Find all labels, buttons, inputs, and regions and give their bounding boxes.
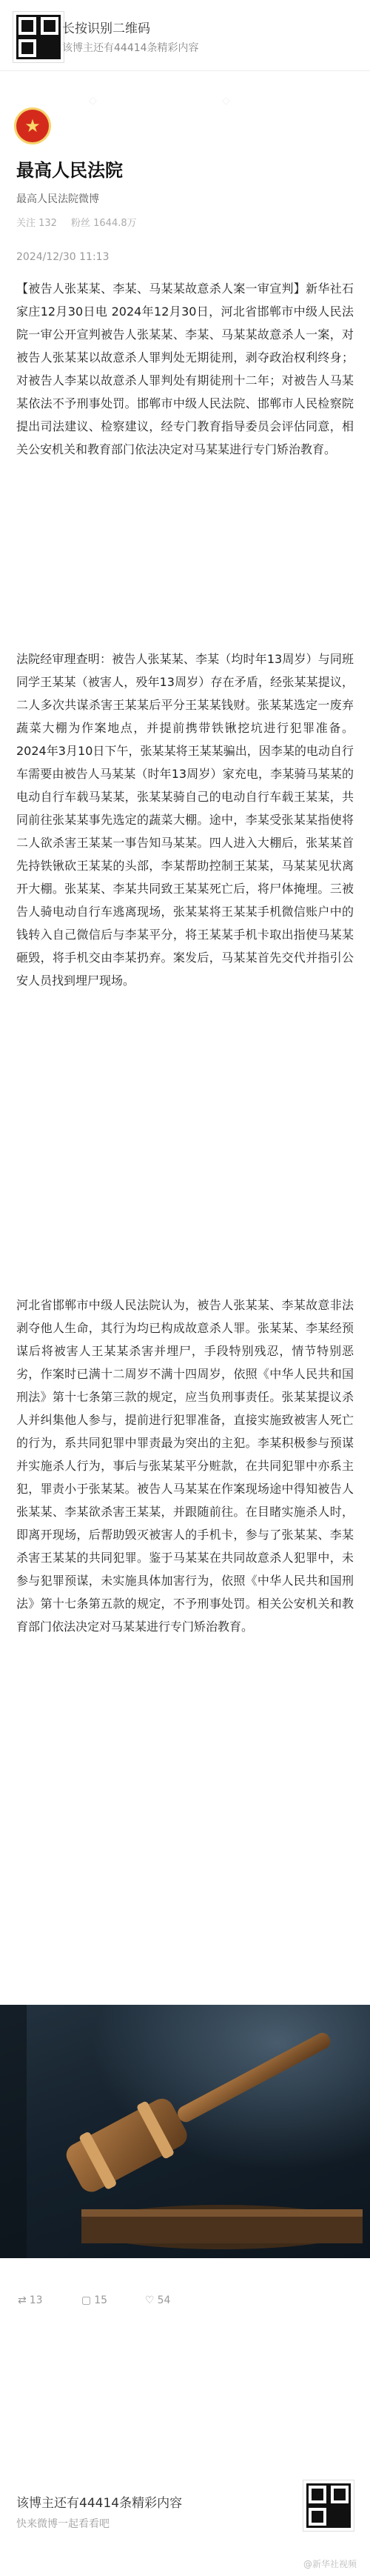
background-watermark: ◇ xyxy=(222,95,230,107)
footer-subtitle: 快来微博一起看看吧 xyxy=(16,2518,110,2530)
account-description: 最高人民法院微博 xyxy=(16,193,99,205)
follow-count: 关注 132 xyxy=(16,218,57,229)
source-watermark: @新华社视频 xyxy=(303,2559,357,2569)
top-banner-title: 长按识别二维码 xyxy=(62,21,150,36)
court-emblem-icon[interactable]: ★ xyxy=(16,110,49,142)
like-icon: ♡ xyxy=(145,2294,155,2306)
footer-title: 该博主还有44414条精彩内容 xyxy=(16,2496,183,2511)
like-button[interactable] xyxy=(145,2294,170,2306)
like-count: 54 xyxy=(157,2294,171,2306)
comment-icon: ▢ xyxy=(81,2294,92,2306)
post-date: 2024/12/30 11:13 xyxy=(16,251,110,263)
repost-icon: ⇄ xyxy=(18,2294,27,2306)
top-banner xyxy=(0,0,370,71)
comment-count: 15 xyxy=(94,2294,108,2306)
qr-code-icon[interactable] xyxy=(13,12,64,62)
fans-count: 粉丝 1644.8万 xyxy=(71,218,137,229)
post-paragraph: 【被告人张某某、李某、马某某故意杀人案一审宣判】新华社石家庄12月30日电 2024年12月30日，河北省邯郸市中级人民法院一审公开宣判被告人张某某、李某、马某某故意杀人一案，对被告人张某某以故意杀人罪判处无期徒刑，剥夺政治权利终身；对被告人李某以故意杀人罪判处有期徒刑十二年；对被告人马某某依法不予刑事处罚。邯郸市中级人民法院、邯郸市人民检察院提出司法建议、检察建议，经专门教育指导委员会评估同意，相关公安机关和教育部门依法决定对马某某进行专门矫治教育。 xyxy=(16,282,354,456)
top-banner-subtitle: 该博主还有44414条精彩内容 xyxy=(62,42,199,54)
post-paragraph: 法院经审理查明：被告人张某某、李某（均时年13周岁）与同班同学王某某（被害人，殁年13周岁）存在矛盾，经张某某提议，二人多次共谋杀害王某某后平分王某某钱财。张某某选定一废弃蔬菜大棚为作案地点，并提前携带铁锹挖坑进行犯罪准备。2024年3月10日下午，张某某将王某某骗出，因李某的电动自行车需要由被告人马某某（时年13周岁）家充电，李某骑马某某的电动自行车载马某某，张某某骑自己的电动自行车载王某某，共同前往张某某事先选定的蔬菜大棚。途中，李某受张某某指使将二人欲杀害王某某一事告知马某某。四人进入大棚后，张某某首先持铁锹砍王某某的头部，李某帮助控制王某某，马某某见状离开大棚。张某某、李某共同致王某某死亡后，将尸体掩埋。三被告人骑电动自行车逃离现场，张某某将王某某手机微信账户中的钱转入自己微信后与李某平分，将王某某手机卡取出指使马某某砸毁，将手机交由李某扔弃。案发后，马某某首先交代并指引公安人员找到埋尸现场。 xyxy=(16,652,354,988)
repost-button[interactable] xyxy=(18,2294,43,2306)
post-image[interactable] xyxy=(0,2005,370,2258)
post-paragraph: 河北省邯郸市中级人民法院认为，被告人张某某、李某故意非法剥夺他人生命，其行为均已构成故意杀人罪。张某某、李某经预谋后将被害人王某某杀害并埋尸，手段特别残忍，情节特别恶劣，作案时已满十二周岁不满十四周岁，依照《中华人民共和国刑法》第十七条第三款的规定，应当负刑事责任。张某某提议杀人并纠集他人参与，提前进行犯罪准备，直接实施致被害人死亡的行为，系共同犯罪中罪责最为突出的主犯。李某积极参与预谋并实施杀人行为，事后与张某某平分赃款，在共同犯罪中亦系主犯，罪责小于张某某。被告人马某某在作案现场途中得知被告人张某某、李某欲杀害王某某，并跟随前往。在目睹实施杀人时，即离开现场，后帮助毁灭被害人的手机卡，参与了张某某、李某杀害王某某的共同犯罪。鉴于马某某在共同故意杀人犯罪中，未参与犯罪预谋，未实施具体加害行为，依照《中华人民共和国刑法》第十七条第五款的规定，不予刑事处罚。相关公安机关和教育部门依法决定对马某某进行专门矫治教育。 xyxy=(16,1298,354,1634)
qr-code-icon[interactable] xyxy=(303,2480,354,2531)
repost-count: 13 xyxy=(29,2294,43,2306)
gavel-image xyxy=(0,2005,370,2258)
background-watermark: ◇ xyxy=(89,95,97,107)
account-name[interactable]: 最高人民法院 xyxy=(16,160,123,181)
comment-button[interactable] xyxy=(81,2294,107,2306)
